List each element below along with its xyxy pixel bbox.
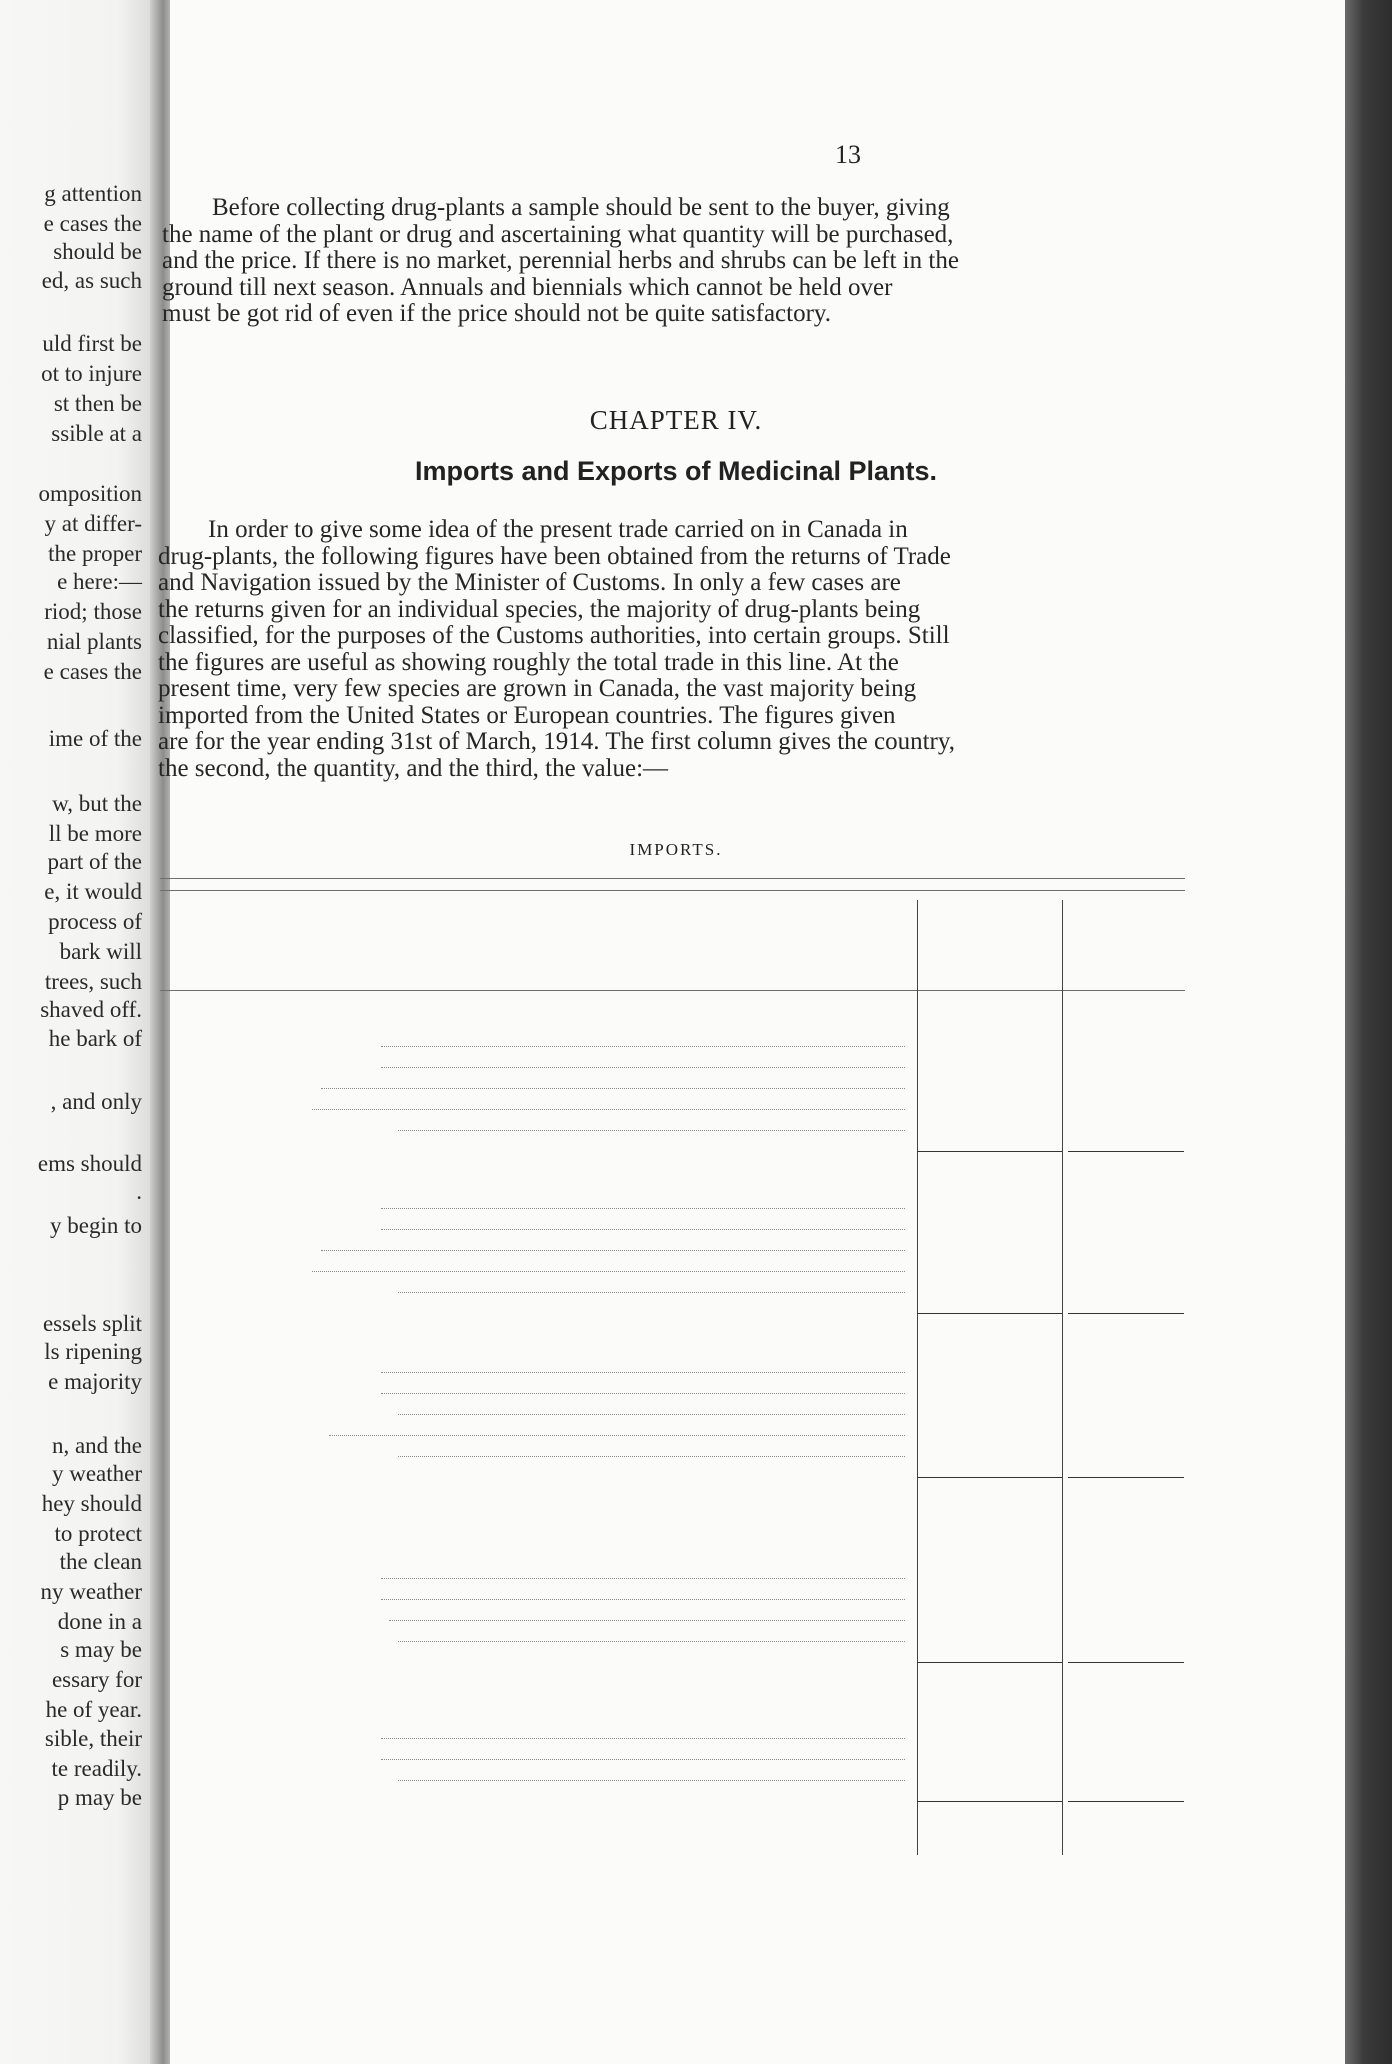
facing-page-line: y weather xyxy=(51,1461,142,1486)
subtotal-rule-lbs xyxy=(917,1477,1062,1478)
text-line: the second, the quantity, and the third, the value:— xyxy=(158,754,669,782)
leader-dots xyxy=(381,1372,905,1373)
facing-page-line: e cases the xyxy=(43,211,142,236)
facing-page-line: y at differ- xyxy=(44,511,142,536)
facing-page-line: shaved off. xyxy=(40,997,142,1022)
subtotal-rule-value xyxy=(1068,1151,1184,1152)
facing-page-line: g attention xyxy=(44,181,142,206)
leader-dots xyxy=(381,1229,905,1230)
facing-page-line: the clean xyxy=(59,1549,142,1574)
intro-paragraph xyxy=(162,195,1180,328)
facing-page-line: ls ripening xyxy=(44,1339,142,1364)
facing-page-line: st then be xyxy=(53,391,142,416)
table-top-rule-2 xyxy=(160,890,1185,891)
leader-dots xyxy=(312,1271,905,1272)
facing-page xyxy=(0,0,168,2064)
facing-page-line: the proper xyxy=(48,541,142,566)
facing-page-line: s may be xyxy=(60,1637,142,1662)
facing-page-line: e majority xyxy=(48,1369,142,1394)
facing-page-line: to protect xyxy=(54,1521,142,1546)
leader-dots xyxy=(381,1208,905,1209)
text-line: must be got rid of even if the price should not be quite satisfactory. xyxy=(162,300,832,327)
header-bottom-rule xyxy=(160,990,1185,991)
text-line: the returns given for an individual species, the majority of drug-plants being xyxy=(158,595,921,623)
leader-dots xyxy=(381,1578,905,1579)
subtotal-rule-value xyxy=(1068,1477,1184,1478)
facing-page-line: ssible at a xyxy=(51,421,142,446)
facing-page-line: ot to injure xyxy=(41,361,142,386)
facing-page-line: omposition xyxy=(38,481,142,506)
facing-page-line: e, it would xyxy=(44,879,142,904)
leader-dots xyxy=(381,1738,905,1739)
facing-page-line: riod; those xyxy=(44,599,142,624)
facing-page-line: w, but the xyxy=(52,791,142,816)
facing-page-line: sible, their xyxy=(44,1726,142,1751)
facing-page-line: done in a xyxy=(57,1609,142,1634)
leader-dots xyxy=(329,1435,905,1436)
facing-page-line: ny weather xyxy=(40,1579,142,1604)
subtotal-rule-lbs xyxy=(917,1801,1062,1802)
chapter-title: CHAPTER IV. xyxy=(589,405,763,435)
body-paragraph xyxy=(158,517,1180,782)
text-line: are for the year ending 31st of March, 1914. The first column gives the country, xyxy=(158,728,955,755)
facing-page-line: uld first be xyxy=(42,331,142,356)
leader-dots xyxy=(321,1088,905,1089)
text-line: Before collecting drug-plants a sample should be sent to the buyer, giving xyxy=(212,194,950,221)
leader-dots xyxy=(321,1250,905,1251)
facing-page-line: essels split xyxy=(42,1311,142,1336)
text-line: the name of the plant or drug and ascertaining what quantity will be purchased, xyxy=(162,220,954,248)
subtotal-rule-value xyxy=(1068,1801,1184,1802)
column-divider-value xyxy=(1062,900,1063,1855)
imports-title: IMPORTS. xyxy=(629,840,723,859)
subtotal-rule-value xyxy=(1068,1662,1184,1663)
text-line: ground till next season. Annuals and biennials which cannot be held over xyxy=(162,273,893,301)
facing-page-line: essary for xyxy=(51,1667,142,1692)
text-line: drug-plants, the following figures have been obtained from the returns of Trade xyxy=(158,542,951,570)
leader-dots xyxy=(398,1641,905,1642)
text-line: the figures are useful as showing roughly the total trade in this line. At the xyxy=(158,648,899,676)
subtotal-rule-lbs xyxy=(917,1662,1062,1663)
facing-page-line: nial plants xyxy=(46,629,142,654)
leader-dots xyxy=(381,1046,905,1047)
facing-page-line: e cases the xyxy=(43,659,142,684)
leader-dots xyxy=(398,1292,905,1293)
text-line: and the price. If there is no market, perennial herbs and shrubs can be left in the xyxy=(162,247,959,274)
text-line: In order to give some idea of the present trade carried on in Canada in xyxy=(208,516,908,543)
facing-page-line: process of xyxy=(48,909,142,934)
subtotal-rule-lbs xyxy=(917,1313,1062,1314)
facing-page-line: n, and the xyxy=(51,1433,142,1458)
facing-page-line: he of year. xyxy=(45,1697,142,1722)
facing-page-line: e here:— xyxy=(57,569,142,594)
facing-page-line: should be xyxy=(53,239,142,264)
facing-page-line: ems should xyxy=(37,1151,142,1176)
facing-page-line: te readily. xyxy=(51,1756,142,1781)
leader-dots xyxy=(398,1414,905,1415)
leader-dots xyxy=(398,1456,905,1457)
leader-dots xyxy=(389,1620,905,1621)
facing-page-line: ed, as such xyxy=(41,268,142,293)
facing-page-line: ll be more xyxy=(48,821,142,846)
leader-dots xyxy=(312,1109,905,1110)
facing-page-line: bark will xyxy=(59,939,142,964)
text-line: imported from the United States or European countries. The figures given xyxy=(158,701,896,729)
book-page xyxy=(158,0,1345,2064)
facing-page-line: he bark of xyxy=(48,1026,142,1051)
facing-page-line: part of the xyxy=(47,849,142,874)
facing-page-line: p may be xyxy=(57,1785,142,1810)
leader-dots xyxy=(381,1067,905,1068)
leader-dots xyxy=(381,1599,905,1600)
table-top-rule xyxy=(160,878,1185,879)
leader-dots xyxy=(398,1780,905,1781)
text-line: and Navigation issued by the Minister of Customs. In only a few cases are xyxy=(158,569,901,596)
section-heading: Imports and Exports of Medicinal Plants. xyxy=(414,456,938,486)
facing-page-line: ime of the xyxy=(48,726,142,751)
subtotal-rule-lbs xyxy=(917,1151,1062,1152)
facing-page-line: . xyxy=(136,1179,142,1204)
facing-page-line: , and only xyxy=(50,1089,142,1114)
text-line: classified, for the purposes of the Customs authorities, into certain groups. Still xyxy=(158,622,950,649)
leader-dots xyxy=(381,1759,905,1760)
subtotal-rule-value xyxy=(1068,1313,1184,1314)
facing-page-line: hey should xyxy=(41,1491,142,1516)
page-edge xyxy=(1345,0,1392,2064)
leader-dots xyxy=(381,1393,905,1394)
page-number: 13 xyxy=(835,140,861,169)
facing-page-line: trees, such xyxy=(44,969,142,994)
text-line: present time, very few species are grown in Canada, the vast majority being xyxy=(158,675,917,702)
leader-dots xyxy=(398,1130,905,1131)
facing-page-line: y begin to xyxy=(50,1213,142,1238)
column-divider-lbs xyxy=(917,900,918,1855)
